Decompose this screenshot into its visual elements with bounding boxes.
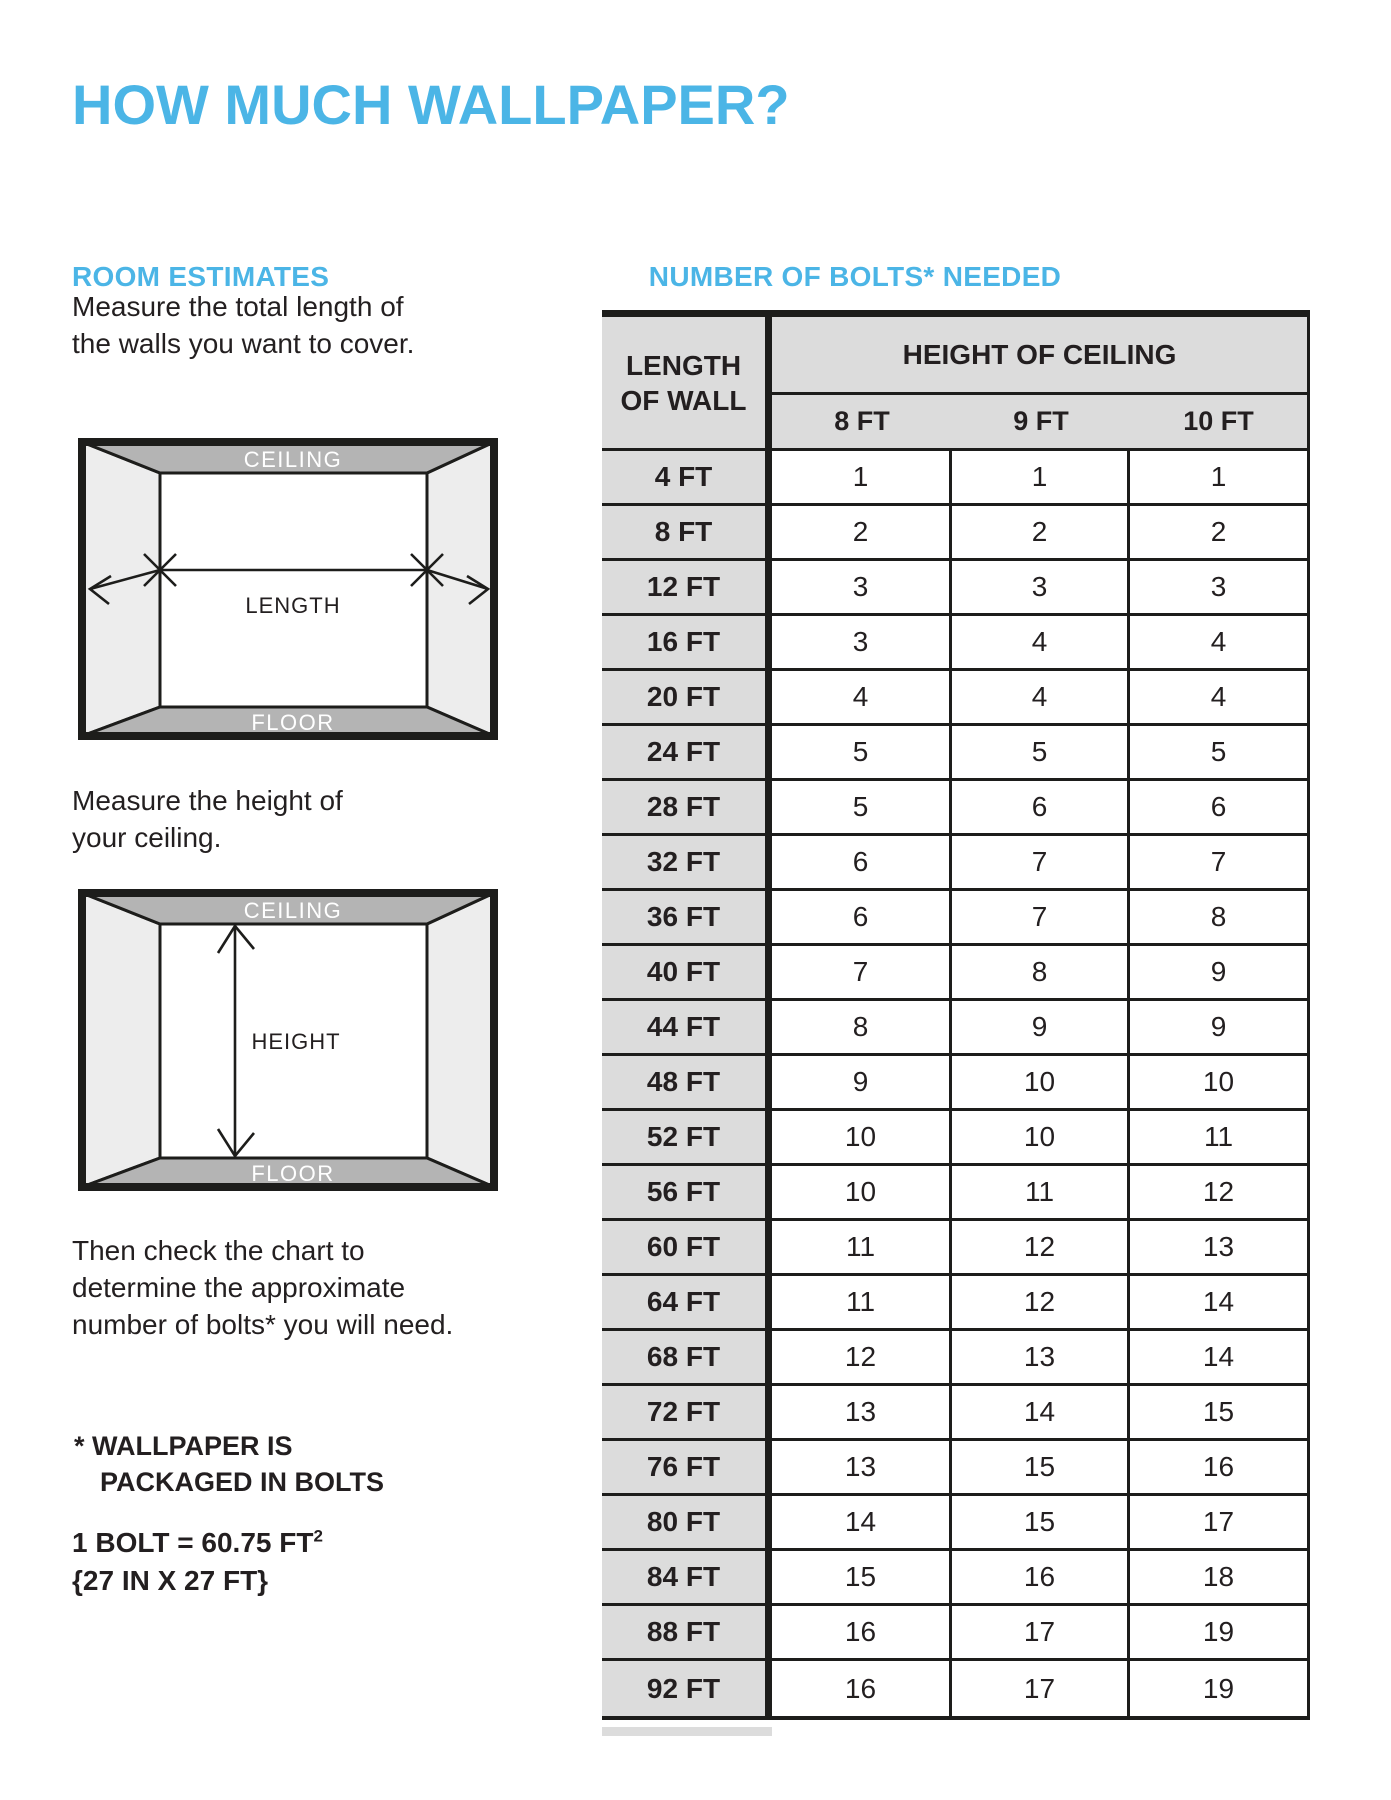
page-title: HOW MUCH WALLPAPER?	[72, 73, 790, 136]
bolt-count-cell: 15	[772, 1551, 952, 1606]
room-height-diagram	[78, 889, 498, 1191]
bolt-count-cell: 9	[1130, 1001, 1307, 1056]
bolt-count-cell: 2	[772, 506, 952, 561]
wall-length-cell: 64 FT	[602, 1276, 772, 1331]
wall-length-cell: 20 FT	[602, 671, 772, 726]
instruction-line: number of bolts* you will need.	[72, 1309, 454, 1340]
bolts-needed-heading: NUMBER OF BOLTS* NEEDED	[648, 261, 1062, 292]
bolt-count-cell: 1	[772, 451, 952, 506]
bolt-count-cell: 3	[772, 616, 952, 671]
bolt-count-cell: 15	[952, 1441, 1130, 1496]
bolt-count-cell: 14	[1130, 1331, 1307, 1386]
bolt-count-cell: 2	[1130, 506, 1307, 561]
wall-length-cell: 60 FT	[602, 1221, 772, 1276]
bolt-count-cell: 19	[1130, 1661, 1307, 1716]
bolt-count-cell: 11	[772, 1221, 952, 1276]
bolt-count-cell: 5	[1130, 726, 1307, 781]
floor-label: FLOOR	[251, 1161, 335, 1186]
wall-length-cell: 40 FT	[602, 946, 772, 1001]
bolt-count-cell: 11	[1130, 1111, 1307, 1166]
bolt-count-cell: 12	[1130, 1166, 1307, 1221]
wall-length-cell: 12 FT	[602, 561, 772, 616]
bolt-count-cell: 11	[772, 1276, 952, 1331]
bolt-count-cell: 8	[772, 1001, 952, 1056]
column-header-8ft: 8 FT	[772, 395, 952, 451]
bolt-count-cell: 12	[952, 1276, 1130, 1331]
instruction-step2	[72, 782, 343, 856]
bolt-count-cell: 7	[772, 946, 952, 1001]
bolt-formula: 1 BOLT = 60.75 $FT^2$	[72, 1526, 323, 1558]
wall-length-cell: 16 FT	[602, 616, 772, 671]
instruction-step3	[72, 1232, 453, 1343]
wall-length-cell: 24 FT	[602, 726, 772, 781]
bolt-count-cell: 3	[952, 561, 1130, 616]
room-estimates-heading: ROOM ESTIMATES	[72, 261, 330, 292]
instruction-step1	[72, 288, 414, 362]
ceiling-label: CEILING	[243, 898, 343, 923]
bolt-count-cell: 15	[952, 1496, 1130, 1551]
bolt-count-cell: 4	[952, 671, 1130, 726]
bolt-count-cell: 7	[952, 836, 1130, 891]
bolts-needed-table	[602, 310, 1310, 1720]
bolt-count-cell: 16	[952, 1551, 1130, 1606]
instruction-line: Measure the total length of	[72, 291, 404, 322]
bolt-count-cell: 16	[772, 1661, 952, 1716]
wallpaper-bolts-footnote	[74, 1428, 384, 1500]
bolt-definition	[72, 1524, 323, 1600]
wall-length-cell: 52 FT	[602, 1111, 772, 1166]
table-footer-strip	[602, 1727, 772, 1736]
bolt-count-cell: 6	[772, 836, 952, 891]
bolt-count-cell: 1	[952, 451, 1130, 506]
wall-length-cell: 48 FT	[602, 1056, 772, 1111]
bolt-count-cell: 17	[952, 1606, 1130, 1661]
bolt-count-cell: 12	[952, 1221, 1130, 1276]
bolt-count-cell: 5	[952, 726, 1130, 781]
wall-length-cell: 84 FT	[602, 1551, 772, 1606]
bolt-count-cell: 6	[1130, 781, 1307, 836]
bolt-count-cell: 17	[952, 1661, 1130, 1716]
bolt-count-cell: 16	[1130, 1441, 1307, 1496]
bolt-count-cell: 6	[952, 781, 1130, 836]
bolt-count-cell: 10	[772, 1166, 952, 1221]
footnote-line: PACKAGED IN BOLTS	[100, 1467, 385, 1497]
height-label: HEIGHT	[251, 1029, 341, 1054]
bolt-count-cell: 15	[1130, 1386, 1307, 1441]
header-line: OF WALL	[620, 384, 747, 416]
bolt-count-cell: 14	[952, 1386, 1130, 1441]
wall-length-cell: 68 FT	[602, 1331, 772, 1386]
bolt-count-cell: 17	[1130, 1496, 1307, 1551]
bolt-count-cell: 16	[772, 1606, 952, 1661]
bolt-count-cell: 6	[772, 891, 952, 946]
bolt-count-cell: 3	[772, 561, 952, 616]
bolt-count-cell: 4	[1130, 671, 1307, 726]
bolt-count-cell: 8	[1130, 891, 1307, 946]
bolt-count-cell: 4	[772, 671, 952, 726]
right-wall	[427, 893, 494, 1187]
instruction-line: Then check the chart to	[72, 1235, 365, 1266]
bolt-count-cell: 5	[772, 726, 952, 781]
floor-label: FLOOR	[251, 710, 335, 735]
back-wall	[160, 473, 427, 707]
bolt-count-cell: 10	[952, 1111, 1130, 1166]
bolt-count-cell: 3	[1130, 561, 1307, 616]
bolt-count-cell: 9	[772, 1056, 952, 1111]
bolt-count-cell: 2	[952, 506, 1130, 561]
wall-length-cell: 8 FT	[602, 506, 772, 561]
bolt-count-cell: 10	[772, 1111, 952, 1166]
instruction-line: the walls you want to cover.	[72, 328, 415, 359]
wall-length-cell: 56 FT	[602, 1166, 772, 1221]
wall-length-cell: 4 FT	[602, 451, 772, 506]
bolt-count-cell: 11	[952, 1166, 1130, 1221]
bolt-count-cell: 9	[1130, 946, 1307, 1001]
instruction-line: Measure the height of	[72, 785, 343, 816]
wall-length-cell: 92 FT	[602, 1661, 772, 1716]
wall-length-cell: 76 FT	[602, 1441, 772, 1496]
bolt-count-cell: 14	[772, 1496, 952, 1551]
bolt-count-cell: 4	[1130, 616, 1307, 671]
length-label: LENGTH	[245, 593, 341, 618]
column-header-10ft: 10 FT	[1130, 395, 1307, 451]
bolt-count-cell: 12	[772, 1331, 952, 1386]
bolt-dimensions: {27 IN X 27 FT}	[72, 1565, 269, 1596]
bolt-count-cell: 9	[952, 1001, 1130, 1056]
bolt-count-cell: 7	[1130, 836, 1307, 891]
bolt-count-cell: 13	[952, 1331, 1130, 1386]
bolt-count-cell: 14	[1130, 1276, 1307, 1331]
bolt-count-cell: 13	[1130, 1221, 1307, 1276]
room-length-diagram	[78, 438, 498, 740]
bolt-count-cell: 10	[952, 1056, 1130, 1111]
wall-length-cell: 72 FT	[602, 1386, 772, 1441]
left-wall	[82, 893, 160, 1187]
wall-length-cell: 80 FT	[602, 1496, 772, 1551]
bolt-count-cell: 13	[772, 1441, 952, 1496]
bolt-count-cell: 10	[1130, 1056, 1307, 1111]
height-of-ceiling-header: HEIGHT OF CEILING	[772, 317, 1307, 395]
instruction-line: determine the approximate	[72, 1272, 406, 1303]
exponent: 2	[313, 1526, 323, 1546]
footnote-line: * WALLPAPER IS	[74, 1431, 293, 1461]
wall-length-cell: 44 FT	[602, 1001, 772, 1056]
bolt-count-cell: 7	[952, 891, 1130, 946]
wall-length-cell: 32 FT	[602, 836, 772, 891]
column-header-9ft: 9 FT	[952, 395, 1130, 451]
wall-length-cell: 28 FT	[602, 781, 772, 836]
length-of-wall-header	[602, 317, 772, 451]
bolt-count-cell: 18	[1130, 1551, 1307, 1606]
wall-length-cell: 88 FT	[602, 1606, 772, 1661]
bolt-count-cell: 1	[1130, 451, 1307, 506]
header-line: LENGTH	[625, 349, 742, 381]
ceiling-label: CEILING	[243, 447, 343, 472]
bolt-count-cell: 4	[952, 616, 1130, 671]
instruction-line: your ceiling.	[72, 822, 222, 853]
bolt-count-cell: 13	[772, 1386, 952, 1441]
bolt-count-cell: 5	[772, 781, 952, 836]
bolt-count-cell: 8	[952, 946, 1130, 1001]
bolt-count-cell: 19	[1130, 1606, 1307, 1661]
wall-length-cell: 36 FT	[602, 891, 772, 946]
